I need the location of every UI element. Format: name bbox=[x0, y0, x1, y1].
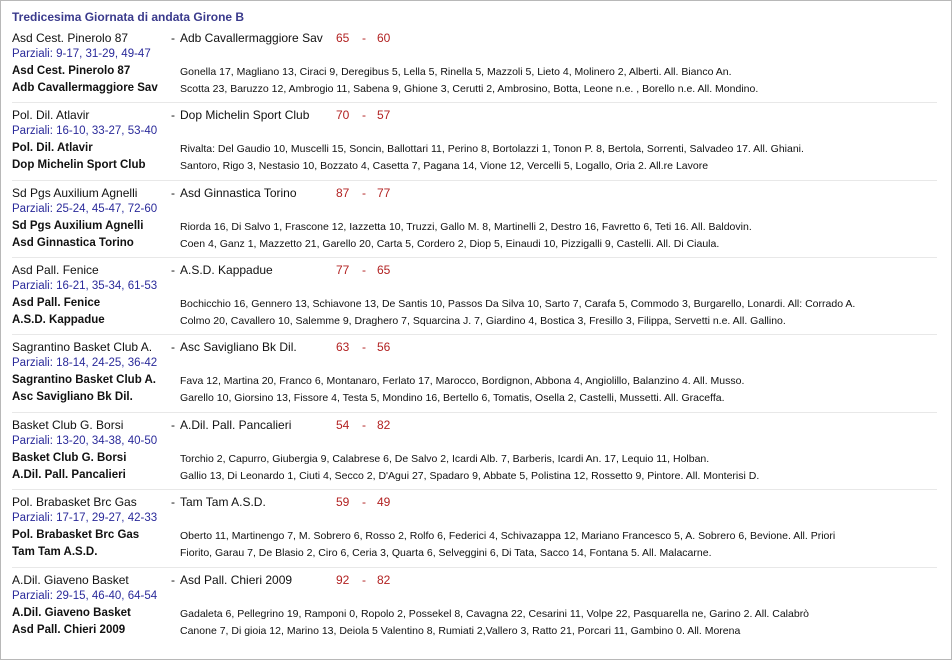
match-divider bbox=[12, 102, 937, 103]
match-divider bbox=[12, 567, 937, 568]
match-block bbox=[12, 31, 937, 99]
score-separator: - bbox=[362, 418, 366, 432]
home-team-label: Pol. Brabasket Brc Gas bbox=[12, 529, 140, 541]
away-score: 57 bbox=[377, 108, 391, 122]
partial-scores: Parziali: 13-20, 34-38, 40-50 bbox=[12, 435, 158, 447]
away-score: 77 bbox=[377, 186, 391, 200]
home-score: 87 bbox=[336, 186, 350, 200]
score-separator: - bbox=[362, 340, 366, 354]
match-divider bbox=[12, 334, 937, 335]
home-roster-row bbox=[12, 529, 937, 546]
home-team-label: Sagrantino Basket Club A. bbox=[12, 374, 156, 386]
score-separator: - bbox=[362, 263, 366, 277]
home-players: Gonella 17, Magliano 13, Ciraci 9, Deregibus 5, Lella 5, Rinella 5, Mazzoli 5, Lieto 4, Molinero 2, Alberti. All. Bianco An. bbox=[180, 66, 732, 78]
away-team-name: Tam Tam A.S.D. bbox=[180, 495, 266, 509]
match-block bbox=[12, 495, 937, 563]
match-header-row bbox=[12, 418, 937, 435]
home-roster-row bbox=[12, 607, 937, 624]
match-header-row bbox=[12, 263, 937, 280]
match-header-row bbox=[12, 495, 937, 512]
away-team-label: Dop Michelin Sport Club bbox=[12, 159, 146, 171]
home-team-label: Asd Cest. Pinerolo 87 bbox=[12, 65, 131, 77]
away-team-label: A.Dil. Pall. Pancalieri bbox=[12, 469, 126, 481]
home-players: Rivalta: Del Gaudio 10, Muscelli 15, Soncin, Ballottari 11, Perino 8, Bortolazzi 1, Tonon P. 8, Bertola, Sorrenti, Salvadeo 17. All. Ghiani. bbox=[180, 143, 804, 155]
away-players: Scotta 23, Baruzzo 12, Ambrogio 11, Sabena 9, Ghione 3, Cerutti 2, Ambrosino, Botta, Leone n.e. , Borello n.e. All. Mondino. bbox=[180, 83, 759, 95]
away-team-label: Tam Tam A.S.D. bbox=[12, 546, 98, 558]
away-team-label: Asc Savigliano Bk Dil. bbox=[12, 391, 133, 403]
match-header-row bbox=[12, 108, 937, 125]
away-roster-row bbox=[12, 624, 937, 641]
home-team-label: Pol. Dil. Atlavir bbox=[12, 142, 93, 154]
partial-scores: Parziali: 9-17, 31-29, 49-47 bbox=[12, 48, 151, 60]
away-team-label: Adb Cavallermaggiore Sav bbox=[12, 82, 158, 94]
versus-dash: - bbox=[171, 186, 175, 200]
away-team-name: Asc Savigliano Bk Dil. bbox=[180, 340, 297, 354]
home-score: 65 bbox=[336, 31, 350, 45]
partials-row bbox=[12, 512, 937, 529]
away-players: Gallio 13, Di Leonardo 1, Ciuti 4, Secco 2, D'Agui 27, Spadaro 9, Abbate 5, Polistina 12, Rossetto 9, Pintore. All. Monterisi D. bbox=[180, 470, 760, 482]
match-block bbox=[12, 573, 937, 641]
versus-dash: - bbox=[171, 31, 175, 45]
home-players: Bochicchio 16, Gennero 13, Schiavone 13, De Santis 10, Passos Da Silva 10, Sarto 7, Carafa 5, Commodo 3, Burgarello, Lonardi. All: Corrado A. bbox=[180, 298, 856, 310]
away-team-name: Adb Cavallermaggiore Sav bbox=[180, 31, 323, 45]
partials-row bbox=[12, 357, 937, 374]
partial-scores: Parziali: 16-21, 35-34, 61-53 bbox=[12, 280, 158, 292]
score-separator: - bbox=[362, 186, 366, 200]
score-separator: - bbox=[362, 108, 366, 122]
partial-scores: Parziali: 17-17, 29-27, 42-33 bbox=[12, 512, 158, 524]
away-players: Santoro, Rigo 3, Nestasio 10, Bozzato 4, Casetta 7, Pagana 14, Vione 12, Vercelli 5, Logallo, Oria 2. All.re Lavore bbox=[180, 160, 709, 172]
versus-dash: - bbox=[171, 418, 175, 432]
home-players: Fava 12, Martina 20, Franco 6, Montanaro, Ferlato 17, Marocco, Bordignon, Abbona 4, Angiolillo, Balanzino 4. All. Musso. bbox=[180, 375, 745, 387]
home-roster-row bbox=[12, 374, 937, 391]
home-roster-row bbox=[12, 452, 937, 469]
versus-dash: - bbox=[171, 495, 175, 509]
away-team-name: Asd Ginnastica Torino bbox=[180, 186, 297, 200]
score-separator: - bbox=[362, 31, 366, 45]
away-roster-row bbox=[12, 237, 937, 254]
partial-scores: Parziali: 29-15, 46-40, 64-54 bbox=[12, 590, 158, 602]
away-players: Canone 7, Di gioia 12, Marino 13, Deiola 5 Valentino 8, Rumiati 2,Vallero 3, Ratto 21, Porcari 11, Gambino 0. All. Morena bbox=[180, 625, 741, 637]
partials-row bbox=[12, 590, 937, 607]
away-roster-row bbox=[12, 314, 937, 331]
home-score: 77 bbox=[336, 263, 350, 277]
score-separator: - bbox=[362, 573, 366, 587]
home-roster-row bbox=[12, 220, 937, 237]
home-team-label: Basket Club G. Borsi bbox=[12, 452, 127, 464]
versus-dash: - bbox=[171, 108, 175, 122]
home-team-label: Asd Pall. Fenice bbox=[12, 297, 101, 309]
home-score: 54 bbox=[336, 418, 350, 432]
versus-dash: - bbox=[171, 573, 175, 587]
match-block bbox=[12, 263, 937, 331]
match-block bbox=[12, 108, 937, 176]
home-team-name: Sd Pgs Auxilium Agnelli bbox=[12, 186, 138, 200]
away-score: 60 bbox=[377, 31, 391, 45]
away-roster-row bbox=[12, 391, 937, 408]
match-block bbox=[12, 186, 937, 254]
match-divider bbox=[12, 412, 937, 413]
home-team-label: Sd Pgs Auxilium Agnelli bbox=[12, 220, 144, 232]
home-players: Torchio 2, Capurro, Giubergia 9, Calabrese 6, De Salvo 2, Icardi Alb. 7, Barberis, Icardi An. 17, Lequio 11, Holban. bbox=[180, 453, 710, 465]
home-team-name: Sagrantino Basket Club A. bbox=[12, 340, 153, 354]
home-players: Oberto 11, Martinengo 7, M. Sobrero 6, Rosso 2, Rolfo 6, Federici 4, Schivazappa 12, Mariano Francesco 5, A. Sobrero 6, Bevione. All. Priori bbox=[180, 530, 836, 542]
away-score: 49 bbox=[377, 495, 391, 509]
home-roster-row bbox=[12, 297, 937, 314]
away-score: 65 bbox=[377, 263, 391, 277]
home-players: Riorda 16, Di Salvo 1, Frascone 12, Iazzetta 10, Truzzi, Gallo M. 8, Martinelli 2, Destro 16, Favretto 6, Teti 16. All. Baldovin. bbox=[180, 221, 752, 233]
match-divider bbox=[12, 180, 937, 181]
away-players: Coen 4, Ganz 1, Mazzetto 21, Garello 20, Carta 5, Cordero 2, Diop 5, Einaudi 10, Pizzigalli 9, Castelli. All. Di Ciaula. bbox=[180, 238, 720, 250]
home-team-name: Asd Pall. Fenice bbox=[12, 263, 99, 277]
away-score: 82 bbox=[377, 573, 391, 587]
home-team-label: A.Dil. Giaveno Basket bbox=[12, 607, 131, 619]
away-roster-row bbox=[12, 82, 937, 99]
match-block bbox=[12, 340, 937, 408]
away-players: Garello 10, Giorsino 13, Fissore 4, Testa 5, Mondino 16, Bertello 6, Tomatis, Osella 2, Castelli, Mussetti. All. Graceffa. bbox=[180, 392, 725, 404]
home-team-name: Basket Club G. Borsi bbox=[12, 418, 124, 432]
match-header-row bbox=[12, 186, 937, 203]
away-players: Colmo 20, Cavallero 10, Salemme 9, Draghero 7, Squarcina J. 7, Giardino 4, Bostica 3, Fresillo 3, Filippa, Servetti n.e. All. Gallino. bbox=[180, 315, 786, 327]
match-block bbox=[12, 418, 937, 486]
away-score: 56 bbox=[377, 340, 391, 354]
partial-scores: Parziali: 18-14, 24-25, 36-42 bbox=[12, 357, 158, 369]
partials-row bbox=[12, 280, 937, 297]
away-team-label: A.S.D. Kappadue bbox=[12, 314, 105, 326]
match-header-row bbox=[12, 31, 937, 48]
home-score: 70 bbox=[336, 108, 350, 122]
home-team-name: Pol. Brabasket Brc Gas bbox=[12, 495, 137, 509]
home-players: Gadaleta 6, Pellegrino 19, Ramponi 0, Ropolo 2, Possekel 8, Cavagna 22, Cesarini 11, Volpe 22, Pasquarella ne, Garino 2. All. Calabrò bbox=[180, 608, 810, 620]
match-divider bbox=[12, 257, 937, 258]
away-team-name: A.Dil. Pall. Pancalieri bbox=[180, 418, 292, 432]
partial-scores: Parziali: 16-10, 33-27, 53-40 bbox=[12, 125, 158, 137]
home-score: 92 bbox=[336, 573, 350, 587]
partials-row bbox=[12, 203, 937, 220]
match-header-row bbox=[12, 340, 937, 357]
away-players: Fiorito, Garau 7, De Blasio 2, Ciro 6, Ceria 3, Quarta 6, Selveggini 6, Di Tata, Sacco 14, Fontana 5. All. Malacarne. bbox=[180, 547, 712, 559]
match-divider bbox=[12, 489, 937, 490]
versus-dash: - bbox=[171, 340, 175, 354]
home-team-name: Pol. Dil. Atlavir bbox=[12, 108, 90, 122]
away-roster-row bbox=[12, 469, 937, 486]
away-roster-row bbox=[12, 546, 937, 563]
home-team-name: Asd Cest. Pinerolo 87 bbox=[12, 31, 129, 45]
partials-row bbox=[12, 435, 937, 452]
partials-row bbox=[12, 125, 937, 142]
away-roster-row bbox=[12, 159, 937, 176]
page-title: Tredicesima Giornata di andata Girone B bbox=[12, 10, 245, 24]
away-team-name: Dop Michelin Sport Club bbox=[180, 108, 310, 122]
home-roster-row bbox=[12, 142, 937, 159]
partials-row bbox=[12, 48, 937, 65]
partial-scores: Parziali: 25-24, 45-47, 72-60 bbox=[12, 203, 158, 215]
away-team-name: Asd Pall. Chieri 2009 bbox=[180, 573, 293, 587]
home-roster-row bbox=[12, 65, 937, 82]
away-team-label: Asd Pall. Chieri 2009 bbox=[12, 624, 126, 636]
home-score: 63 bbox=[336, 340, 350, 354]
versus-dash: - bbox=[171, 263, 175, 277]
away-team-label: Asd Ginnastica Torino bbox=[12, 237, 134, 249]
home-team-name: A.Dil. Giaveno Basket bbox=[12, 573, 129, 587]
away-team-name: A.S.D. Kappadue bbox=[180, 263, 273, 277]
home-score: 59 bbox=[336, 495, 350, 509]
match-header-row bbox=[12, 573, 937, 590]
away-score: 82 bbox=[377, 418, 391, 432]
score-separator: - bbox=[362, 495, 366, 509]
